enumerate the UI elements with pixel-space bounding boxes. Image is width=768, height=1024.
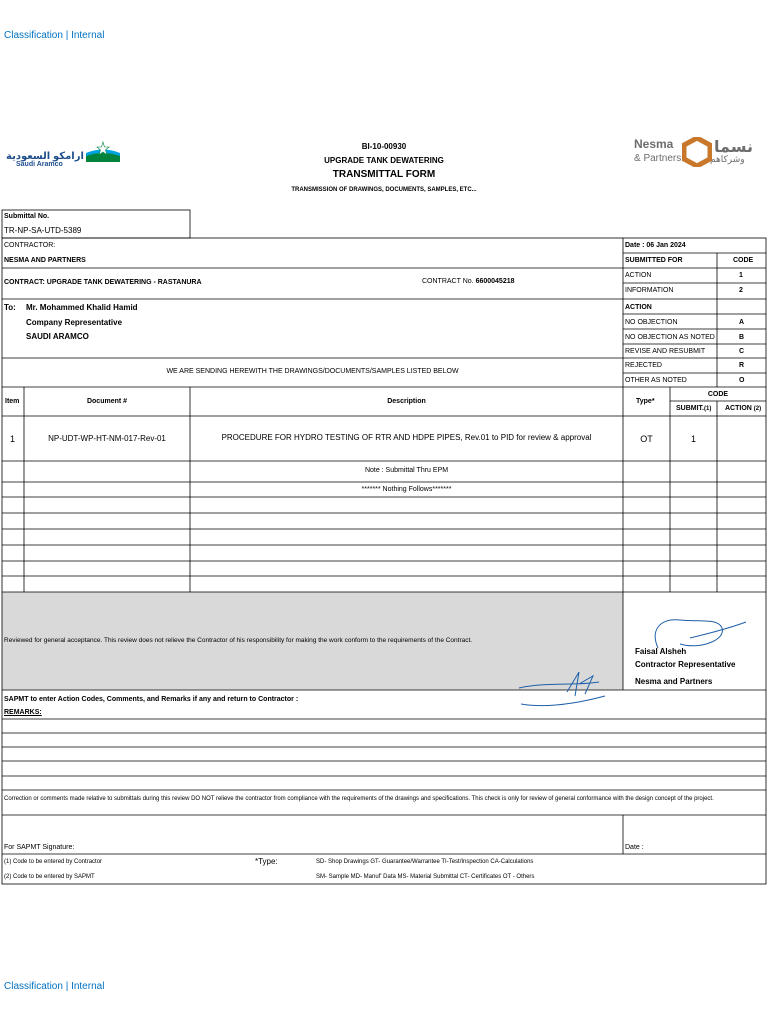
- submitted-for-information-code: 2: [739, 287, 743, 294]
- type-legend-1: SD- Shop Drawings GT- Guarantee/Warrantee TI-Test/Inspection CA-Calculations: [316, 859, 534, 865]
- contract-label: CONTRACT: UPGRADE TANK DEWATERING - RASTANURA: [4, 279, 202, 286]
- contract-number: [422, 278, 515, 285]
- action-other-noted: OTHER AS NOTED: [625, 377, 687, 384]
- submitted-for-action-code: 1: [739, 272, 743, 279]
- col-code: CODE: [707, 391, 729, 398]
- nothing-follows: ******* Nothing Follows*******: [361, 486, 452, 493]
- submittal-number: TR-NP-SA-UTD-5389: [4, 226, 82, 235]
- col-action-sup: (2): [753, 406, 762, 412]
- action-rejected: REJECTED: [625, 362, 662, 369]
- submittal-label: Submittal No.: [4, 213, 50, 220]
- col-submit-label: SUBMIT.: [676, 405, 704, 412]
- nesma-sub-text: & Partners: [634, 153, 682, 164]
- submitted-for-information: INFORMATION: [625, 287, 674, 294]
- action-code-o: O: [739, 377, 745, 384]
- submitted-for-header: SUBMITTED FOR: [625, 257, 683, 264]
- review-text: Reviewed for general acceptance. This review does not relieve the Contractor of his responsibility for making the work conform to the requirements of the Contract.: [4, 637, 473, 644]
- classification-label-bottom: Classification | Internal: [4, 981, 105, 992]
- type-legend-2: SM- Sample MD- Manuf' Data MS- Material Submittal CT- Certificates OT - Others: [316, 874, 535, 880]
- submitted-for-code-header: CODE: [733, 257, 754, 264]
- row-submit: 1: [690, 434, 696, 444]
- action-code-c: C: [739, 348, 745, 355]
- nesma-arabic-sub-text: وشركاهم: [710, 154, 745, 164]
- nesma-name-text: Nesma: [634, 137, 674, 151]
- col-type: Type*: [636, 398, 655, 405]
- col-document: Document #: [86, 398, 128, 405]
- footnote-2: (2) Code to be entered by SAPMT: [4, 874, 95, 880]
- action-no-objection-noted: NO OBJECTION AS NOTED: [625, 334, 715, 341]
- contractor-label: CONTRACTOR:: [4, 242, 56, 249]
- col-submit: [676, 405, 711, 412]
- to-org: SAUDI ARAMCO: [26, 332, 89, 341]
- row-description: PROCEDURE FOR HYDRO TESTING OF RTR AND HDPE PIPES, Rev.01 to PID for review & approval: [221, 433, 592, 442]
- sapmt-initials-icon: [515, 666, 615, 710]
- project-number: BI-10-00930: [361, 142, 407, 151]
- form-subtitle: TRANSMISSION OF DRAWINGS, DOCUMENTS, SAMPLES, ETC...: [291, 187, 477, 193]
- action-revise-resubmit: REVISE AND RESUBMIT: [625, 348, 706, 355]
- sapmt-instruction: SAPMT to enter Action Codes, Comments, and Remarks if any and return to Contractor :: [4, 696, 299, 703]
- action-code-a: A: [739, 319, 745, 326]
- classification-label-top: Classification | Internal: [4, 30, 105, 41]
- to-title: Company Representative: [26, 318, 123, 327]
- row-item: 1: [10, 434, 16, 444]
- date-label: Date :: [625, 844, 644, 851]
- action-code-b: B: [739, 334, 745, 341]
- rep-title: Contractor Representative: [635, 660, 736, 669]
- action-no-objection: NO OBJECTION: [625, 319, 678, 326]
- col-action: [725, 405, 761, 412]
- footnote-1: (1) Code to be entered by Contractor: [4, 859, 103, 865]
- to-label: To:: [4, 303, 16, 312]
- project-title: UPGRADE TANK DEWATERING: [324, 156, 444, 165]
- submitted-for-action: ACTION: [625, 272, 652, 279]
- submittal-note: Note : Submittal Thru EPM: [364, 467, 449, 474]
- col-item: Item: [5, 398, 20, 405]
- col-submit-sup: (1): [704, 406, 712, 412]
- rep-org: Nesma and Partners: [635, 677, 713, 686]
- aramco-english-text: Saudi Aramco: [16, 161, 63, 168]
- contract-number-value: 6600045218: [475, 278, 515, 285]
- correction-text: Correction or comments made relative to submittals during this review DO NOT relieve the contractor from compliance with the requirements of the drawings and specifications. This check is only for review of general conformance with the design concept of the project.: [4, 796, 714, 802]
- type-label: *Type:: [255, 857, 278, 866]
- sending-line: WE ARE SENDING HEREWITH THE DRAWINGS/DOCUMENTS/SAMPLES LISTED BELOW: [166, 368, 459, 375]
- date-line: Date : 06 Jan 2024: [625, 242, 686, 249]
- contractor-name: NESMA AND PARTNERS: [4, 257, 86, 264]
- rep-name: Faisal Alsheh: [635, 647, 687, 656]
- action-code-r: R: [739, 362, 745, 369]
- action-codes-header: ACTION: [625, 304, 652, 311]
- to-name: Mr. Mohammed Khalid Hamid: [26, 303, 138, 312]
- sapmt-signature-label: For SAPMT Signature:: [4, 844, 75, 851]
- form-title: TRANSMITTAL FORM: [332, 169, 436, 180]
- col-description: Description: [387, 398, 426, 405]
- col-action-label: ACTION: [725, 405, 752, 412]
- nesma-arabic-text: نسما: [714, 139, 754, 156]
- aramco-arabic-text: ارامكو السعودية: [6, 151, 84, 162]
- remarks-label: REMARKS:: [4, 709, 42, 716]
- contract-number-label: CONTRACT No.: [422, 278, 474, 285]
- row-document: NP-UDT-WP-HT-NM-017-Rev-01: [48, 434, 166, 443]
- row-type: OT: [640, 434, 653, 444]
